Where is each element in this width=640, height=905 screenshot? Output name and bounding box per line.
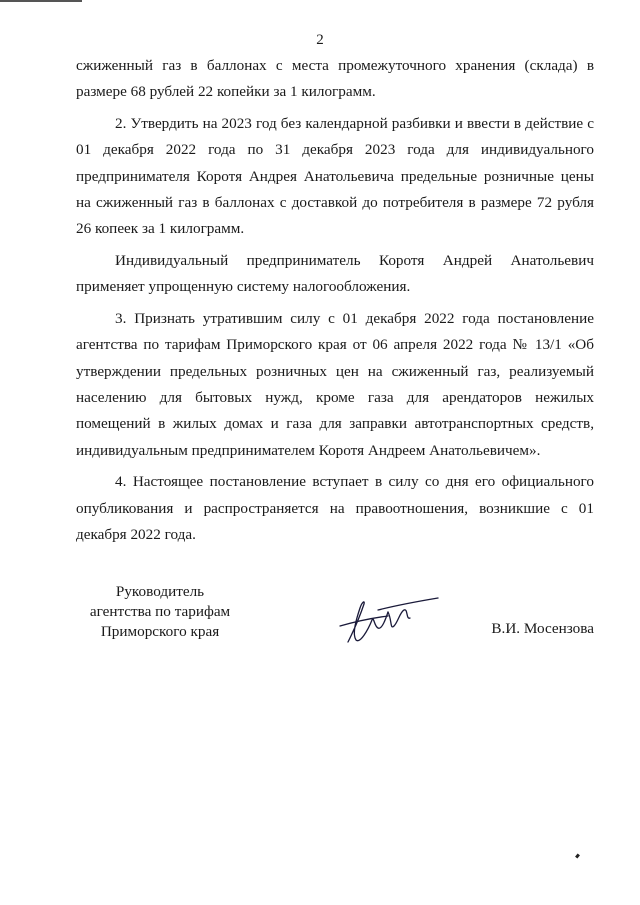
handwritten-signature: [334, 590, 444, 650]
paragraph-item-3: 3. Признать утратившим силу с 01 декабря 2022 года постановление агентства по тарифам Приморского края от 06 апреля 2022 года № 13/1 «Об утверждении предельных розничных цен на сжиженный газ, реализуемый населению для бытовых нужд, кроме газа для арендаторов нежилых помещений в жилых домах и газа для заправки автотранспортных средств, индивидуальным предпринимателем Коротя Андреем Анатольевичем».: [76, 310, 594, 459]
paragraph-item-4: 4. Настоящее постановление вступает в силу со дня его официального опубликования и распространяется на правоотношения, возникшие с 01 декабря 2022 года.: [76, 473, 594, 544]
signature-block: [76, 582, 594, 662]
paragraph-tax-system: Индивидуальный предприниматель Коротя Андрей Анатольевич применяет упрощенную систему налогообложения.: [76, 252, 594, 296]
scan-corner-mark: [0, 0, 82, 2]
document-body: [76, 53, 594, 554]
signer-name: В.И. Мосензова: [491, 620, 594, 637]
paragraph-continuation: сжиженный газ в баллонах с места промежуточного хранения (склада) в размере 68 рублей 22 копейки за 1 килограмм.: [76, 57, 594, 101]
page-number: 2: [316, 32, 324, 48]
scan-speck: [575, 854, 580, 859]
paragraph-item-2: 2. Утвердить на 2023 год без календарной разбивки и ввести в действие с 01 декабря 2022 года по 31 декабря 2023 года для индивидуального предпринимателя Коротя Андрея Анатольевича предельные розничные цены на сжиженный газ в баллонах с доставкой до потребителя в размере 72 рубля 26 копеек за 1 килограмм.: [76, 115, 594, 238]
signer-title-line-3: Приморского края: [100, 623, 220, 640]
signer-title-line-2: агентства по тарифам: [89, 603, 231, 620]
signer-title-line-1: Руководитель: [115, 583, 205, 600]
signer-title: [76, 582, 244, 642]
